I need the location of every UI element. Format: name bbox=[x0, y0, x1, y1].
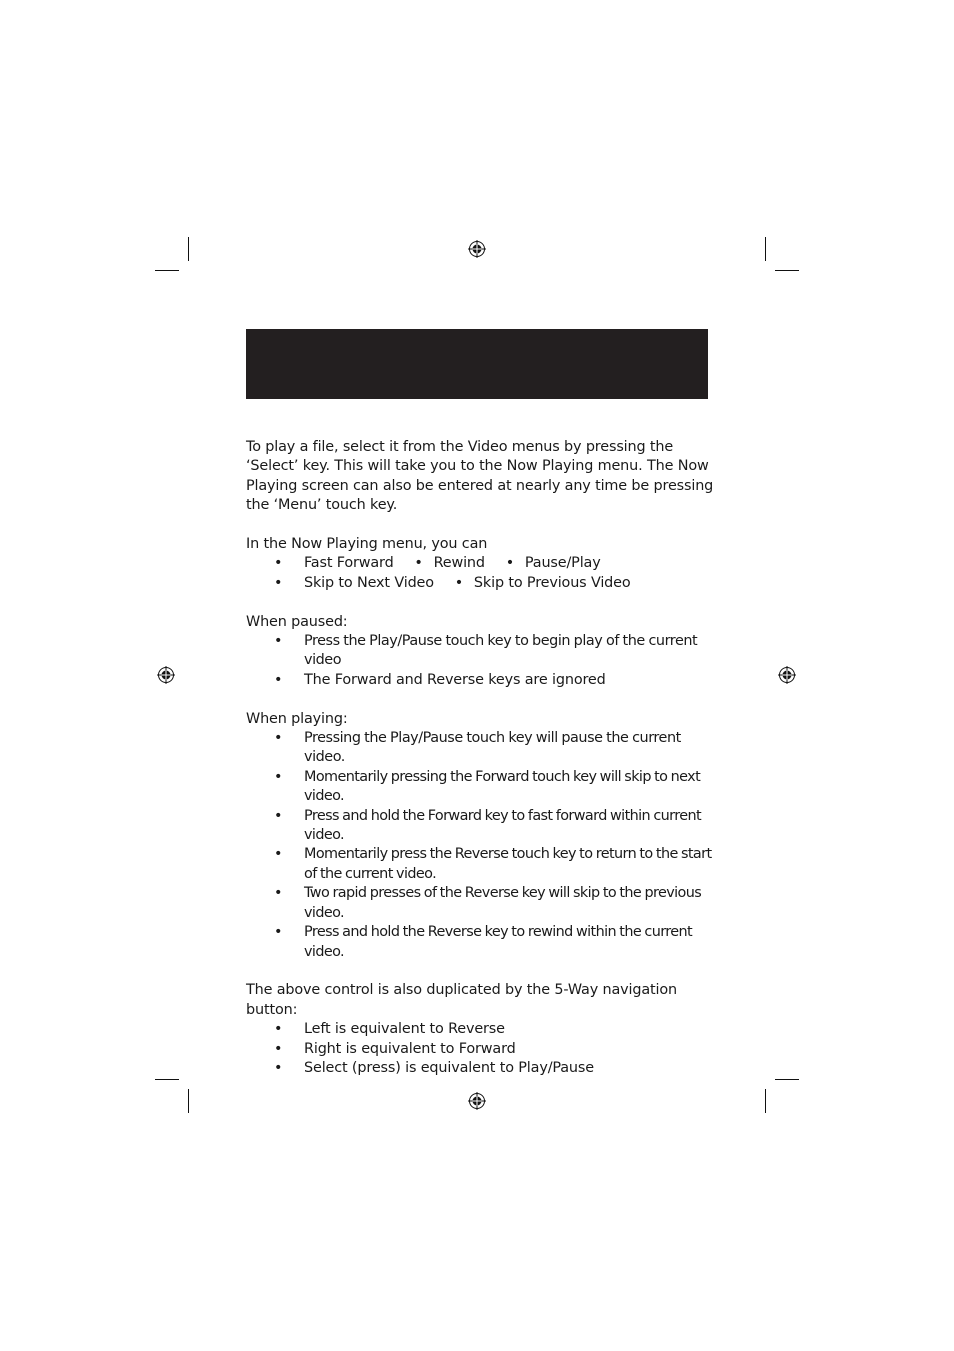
navigation-lead: The above control is also duplicated by the 5-Way navigation button: bbox=[246, 982, 677, 1018]
now-playing-row-2 bbox=[246, 574, 716, 593]
list-item: Rewind bbox=[433, 555, 485, 572]
registration-mark-top-icon bbox=[468, 240, 486, 258]
playing-list bbox=[246, 729, 716, 962]
section-header-bar bbox=[246, 329, 708, 399]
list-item: • Momentarily pressing the Forward touch key will skip to next video. bbox=[246, 768, 716, 807]
list-item: • Momentarily press the Reverse touch key to return to the start of the current video. bbox=[246, 845, 716, 884]
crop-mark-bottom-left-vertical bbox=[188, 1089, 189, 1113]
crop-mark-top-right-horizontal bbox=[775, 270, 799, 271]
now-playing-list bbox=[246, 554, 716, 593]
bullet-icon: • bbox=[454, 574, 464, 591]
intro-paragraph: To play a file, select it from the Video menus by pressing the ‘Select’ key. This will take you to the Now Playing menu. The Now Playing screen can also be entered at nearly any time be pressing the ‘Menu’ touch key. bbox=[246, 439, 714, 514]
list-item: Skip to Previous Video bbox=[473, 574, 631, 591]
list-item: • Press the Play/Pause touch key to begin play of the current video bbox=[246, 632, 716, 671]
bullet-icon: • bbox=[505, 555, 515, 572]
navigation-list bbox=[246, 1020, 716, 1078]
list-item: • The Forward and Reverse keys are ignored bbox=[246, 671, 716, 690]
list-item: • Left is equivalent to Reverse bbox=[246, 1020, 716, 1039]
crop-mark-top-right-vertical bbox=[765, 237, 766, 261]
crop-mark-top-left-vertical bbox=[188, 237, 189, 261]
now-playing-lead: In the Now Playing menu, you can bbox=[246, 536, 488, 553]
crop-mark-top-left-horizontal bbox=[155, 270, 179, 271]
list-item: • Select (press) is equivalent to Play/Pause bbox=[246, 1059, 716, 1078]
playing-lead: When playing: bbox=[246, 710, 348, 727]
list-item: • Two rapid presses of the Reverse key will skip to the previous video. bbox=[246, 884, 716, 923]
crop-mark-bottom-left-horizontal bbox=[155, 1079, 179, 1080]
list-item: • Fast Forward bbox=[304, 555, 394, 572]
paused-lead: When paused: bbox=[246, 613, 348, 630]
bullet-icon: • bbox=[414, 555, 423, 572]
crop-mark-bottom-right-horizontal bbox=[775, 1079, 799, 1080]
crop-mark-bottom-right-vertical bbox=[765, 1089, 766, 1113]
page-content bbox=[246, 438, 716, 1098]
list-item: • Press and hold the Reverse key to rewind within the current video. bbox=[246, 923, 716, 962]
list-item: Pause/Play bbox=[524, 555, 601, 572]
list-item: • Pressing the Play/Pause touch key will pause the current video. bbox=[246, 729, 716, 768]
now-playing-row-1 bbox=[246, 554, 716, 573]
list-item: • Press and hold the Forward key to fast forward within current video. bbox=[246, 807, 716, 846]
registration-mark-right-icon bbox=[778, 666, 796, 684]
list-item: • Right is equivalent to Forward bbox=[246, 1040, 716, 1059]
list-item: • Skip to Next Video bbox=[304, 574, 434, 591]
paused-list bbox=[246, 632, 716, 690]
registration-mark-left-icon bbox=[157, 666, 175, 684]
